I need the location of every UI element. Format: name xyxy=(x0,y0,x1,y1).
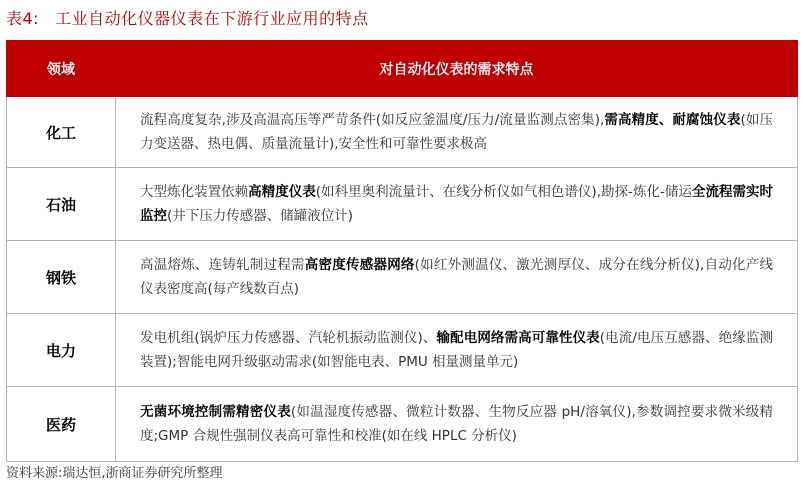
needs-highlight: 无菌环境控制需精密仪表 xyxy=(140,404,291,420)
needs-cell xyxy=(116,387,798,462)
needs-highlight: 全流程需实时监控 xyxy=(140,184,774,224)
table-caption-label: 表4: xyxy=(6,9,40,28)
header-domain: 领域 xyxy=(7,41,116,97)
needs-highlight: 高密度传感器网络 xyxy=(304,257,415,273)
needs-text: (如科里奥利流量计、在线分析仪如气相色谱仪),勘探-炼化-储运 xyxy=(315,184,692,200)
needs-text: 流程高度复杂,涉及高温高压等严苛条件(如反应釜温度/压力/流量监测点密集), xyxy=(140,112,605,128)
source-note: 资料来源:瑞达恒,浙商证券研究所整理 xyxy=(6,466,223,481)
domain-cell: 石油 xyxy=(7,168,116,241)
header-needs: 对自动化仪表的需求特点 xyxy=(116,41,798,97)
needs-highlight: 需高精度、耐腐蚀仪表 xyxy=(604,112,741,128)
needs-text: 高温熔炼、连铸轧制过程需 xyxy=(140,257,305,273)
needs-text: (如温湿度传感器、微粒计数器、生物反应器 pH/溶氧仪),参数调控要求微米级精度;GMP 合规性强制仪表高可靠性和校准(如在线 HPLC 分析仪) xyxy=(140,404,773,444)
domain-cell: 钢铁 xyxy=(7,241,116,314)
needs-text: (电流/电压互感器、绝缘监测装置);智能电网升级驱动需求(如智能电表、PMU 相量测量单元) xyxy=(140,330,773,370)
domain-cell: 电力 xyxy=(7,314,116,387)
needs-text: 发电机组(锅炉压力传感器、汽轮机振动监测仪)、 xyxy=(140,330,437,346)
needs-highlight: 输配电网络需高可靠性仪表 xyxy=(436,330,600,346)
needs-text: (井下压力传感器、储罐液位计) xyxy=(167,208,354,224)
industry-needs-table xyxy=(6,40,798,462)
domain-cell: 医药 xyxy=(7,387,116,462)
table-caption xyxy=(6,6,369,29)
needs-text: 大型炼化装置依赖 xyxy=(140,184,249,200)
needs-highlight: 高精度仪表 xyxy=(248,184,316,200)
needs-text: (如红外测温仪、激光测厚仪、成分在线分析仪),自动化产线仪表密度高(每产线数百点) xyxy=(140,257,774,297)
table-row xyxy=(7,168,798,241)
needs-text: (如压力变送器、热电偶、质量流量计),安全性和可靠性要求极高 xyxy=(140,112,773,152)
needs-cell xyxy=(116,168,798,241)
table-row xyxy=(7,314,798,387)
needs-cell xyxy=(116,314,798,387)
table-row xyxy=(7,97,798,168)
table-caption-text: 工业自动化仪器仪表在下游行业应用的特点 xyxy=(55,9,369,28)
domain-cell: 化工 xyxy=(7,97,116,168)
table-row xyxy=(7,241,798,314)
table-row xyxy=(7,387,798,462)
table-header-row xyxy=(7,41,798,97)
needs-cell xyxy=(116,97,798,168)
needs-cell xyxy=(116,241,798,314)
